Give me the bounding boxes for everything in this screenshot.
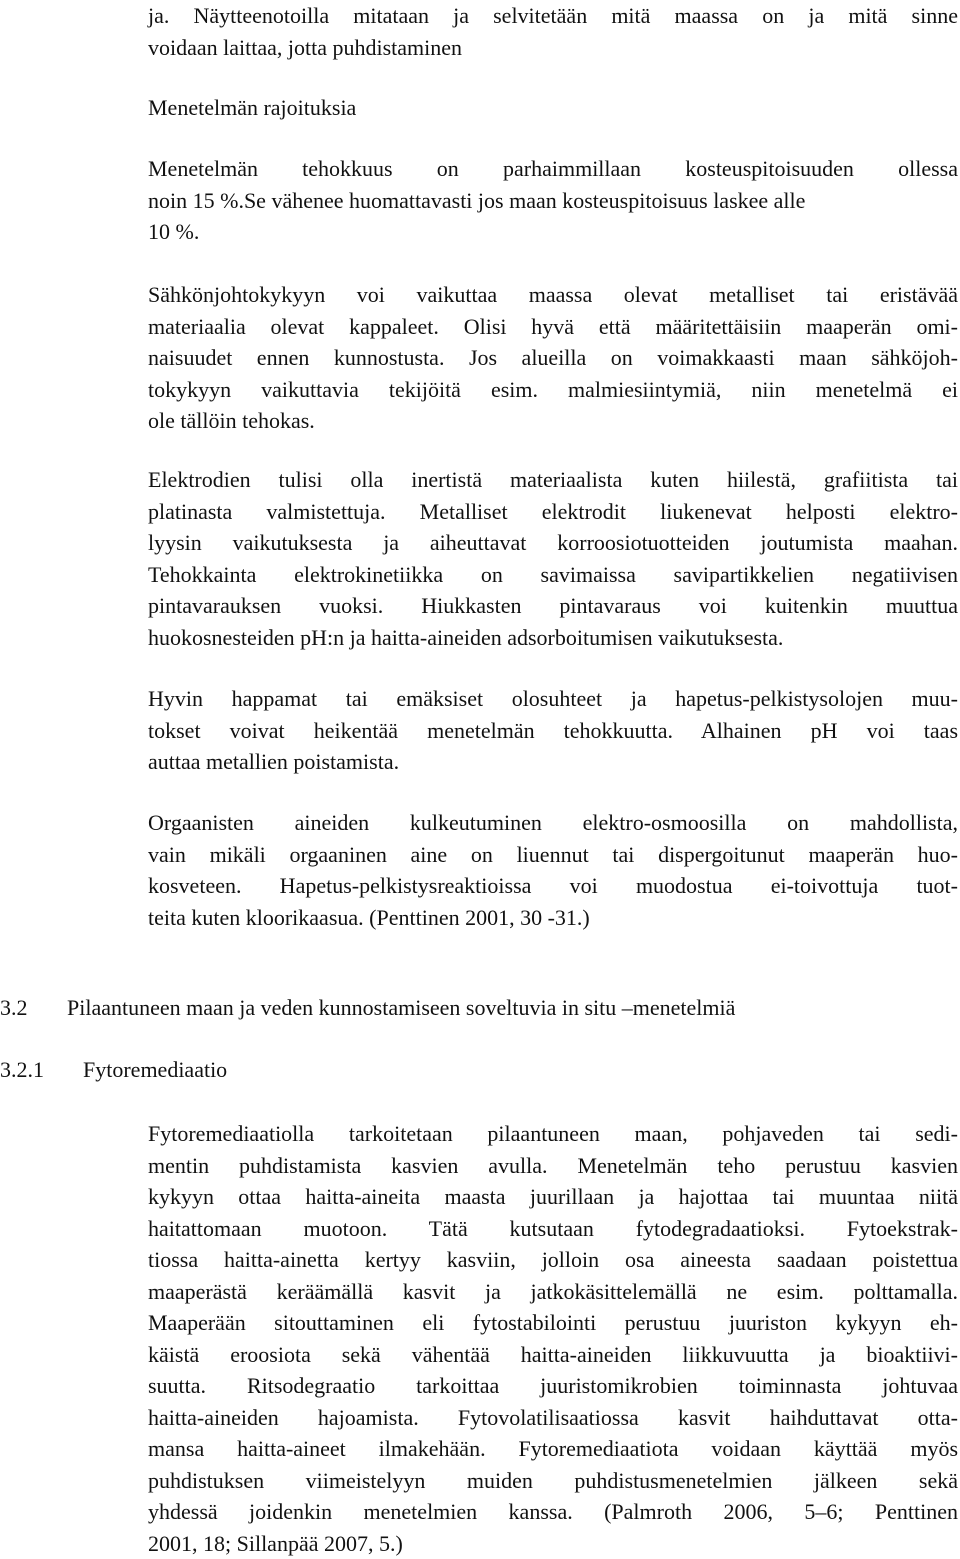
- text-line: käistä eroosiota sekä vähentää haitta-aineiden liikkuvuutta ja bioaktiivi-: [148, 1339, 958, 1371]
- paragraph-sampling: [148, 0, 958, 63]
- text-line: Elektrodien tulisi olla inertistä materiaalista kuten hiilestä, grafiitista tai: [148, 464, 958, 496]
- text-line: huokosnesteiden pH:n ja haitta-aineiden adsorboitumisen vaikutuksesta.: [148, 622, 958, 654]
- paragraph-organics: [148, 807, 958, 933]
- text-line: Orgaanisten aineiden kulkeutuminen elektro-osmoosilla on mahdollista,: [148, 807, 958, 839]
- heading-title: Pilaantuneen maan ja veden kunnostamiseen soveltuvia in situ –menetelmiä: [67, 992, 735, 1024]
- text-line: platinasta valmistettuja. Metalliset elektrodit liukenevat helposti elektro-: [148, 496, 958, 528]
- text-line: tokset voivat heikentää menetelmän tehokkuutta. Alhainen pH voi taas: [148, 715, 958, 747]
- text-line: naisuudet ennen kunnostusta. Jos alueilla on voimakkaasti maan sähköjoh-: [148, 342, 958, 374]
- heading-number: 3.2: [0, 992, 28, 1024]
- text-line: ole tällöin tehokas.: [148, 405, 958, 437]
- text-line: mansa haitta-aineet ilmakehään. Fytoremediaatiota voidaan käyttää myös: [148, 1433, 958, 1465]
- text-line: 10 %.: [148, 216, 958, 248]
- text-line: Menetelmän tehokkuus on parhaimmillaan kosteuspitoisuuden ollessa: [148, 153, 958, 185]
- text-line: auttaa metallien poistamista.: [148, 746, 958, 778]
- text-line: tiossa haitta-ainetta kertyy kasviin, jolloin osa aineesta saadaan poistettua: [148, 1244, 958, 1276]
- text-line: puhdistuksen viimeistelyyn muiden puhdistusmenetelmien jälkeen sekä: [148, 1465, 958, 1497]
- section-heading-3-2-1: [0, 1054, 958, 1086]
- text-line: Maaperään sitouttaminen eli fytostabilointi perustuu juuriston kykyyn eh-: [148, 1307, 958, 1339]
- paragraph-phytoremediation: [148, 1118, 958, 1559]
- paragraph-moisture: [148, 153, 958, 248]
- text-line: yhdessä joidenkin menetelmien kanssa. (Palmroth 2006, 5–6; Penttinen: [148, 1496, 958, 1528]
- text-line: Sähkönjohtokykyyn voi vaikuttaa maassa olevat metalliset tai eristävää: [148, 279, 958, 311]
- text-line: Menetelmän rajoituksia: [148, 92, 958, 124]
- text-line: materiaalia olevat kappaleet. Olisi hyvä että määritettäisiin maaperän omi-: [148, 311, 958, 343]
- text-line: voidaan laittaa, jotta puhdistaminen: [148, 32, 958, 64]
- section-heading-3-2: [0, 992, 958, 1024]
- paragraph-acidity: [148, 683, 958, 778]
- text-line: Hyvin happamat tai emäksiset olosuhteet ja hapetus-pelkistysolojen muu-: [148, 683, 958, 715]
- text-line: 2001, 18; Sillanpää 2007, 5.): [148, 1528, 958, 1559]
- text-line: kykyyn ottaa haitta-aineita maasta juurillaan ja hajottaa tai muuntaa niitä: [148, 1181, 958, 1213]
- text-line: teita kuten kloorikaasua. (Penttinen 2001, 30 -31.): [148, 902, 958, 934]
- text-line: mentin puhdistamista kasvien avulla. Menetelmän teho perustuu kasvien: [148, 1150, 958, 1182]
- text-line: suutta. Ritsodegraatio tarkoittaa juuristomikrobien toiminnasta johtuvaa: [148, 1370, 958, 1402]
- heading-number: 3.2.1: [0, 1054, 44, 1086]
- text-line: vain mikäli orgaaninen aine on liuennut tai dispergoitunut maaperän huo-: [148, 839, 958, 871]
- text-line: Fytoremediaatiolla tarkoitetaan pilaantuneen maan, pohjaveden tai sedi-: [148, 1118, 958, 1150]
- text-line: noin 15 %.Se vähenee huomattavasti jos maan kosteuspitoisuus laskee alle: [148, 185, 958, 217]
- paragraph-electrodes: [148, 464, 958, 653]
- text-line: haitta-aineiden hajoamista. Fytovolatilisaatiossa kasvit haihduttavat otta-: [148, 1402, 958, 1434]
- heading-title: Fytoremediaatio: [83, 1054, 227, 1086]
- paragraph-limitations-title: [148, 92, 958, 124]
- text-line: maaperästä keräämällä kasvit ja jatkokäsittelemällä ne esim. polttamalla.: [148, 1276, 958, 1308]
- text-line: pintavarauksen vuoksi. Hiukkasten pintavaraus voi kuitenkin muuttua: [148, 590, 958, 622]
- text-line: lyysin vaikutuksesta ja aiheuttavat korroosiotuotteiden joutumista maahan.: [148, 527, 958, 559]
- text-line: ja. Näytteenotoilla mitataan ja selvitetään mitä maassa on ja mitä sinne: [148, 0, 958, 32]
- text-line: haitattomaan muotoon. Tätä kutsutaan fytodegradaatioksi. Fytoekstrak-: [148, 1213, 958, 1245]
- text-line: kosveteen. Hapetus-pelkistysreaktioissa voi muodostua ei-toivottuja tuot-: [148, 870, 958, 902]
- text-line: tokykyyn vaikuttavia tekijöitä esim. malmiesiintymiä, niin menetelmä ei: [148, 374, 958, 406]
- text-line: Tehokkainta elektrokinetiikka on savimaissa savipartikkelien negatiivisen: [148, 559, 958, 591]
- paragraph-conductivity: [148, 279, 958, 437]
